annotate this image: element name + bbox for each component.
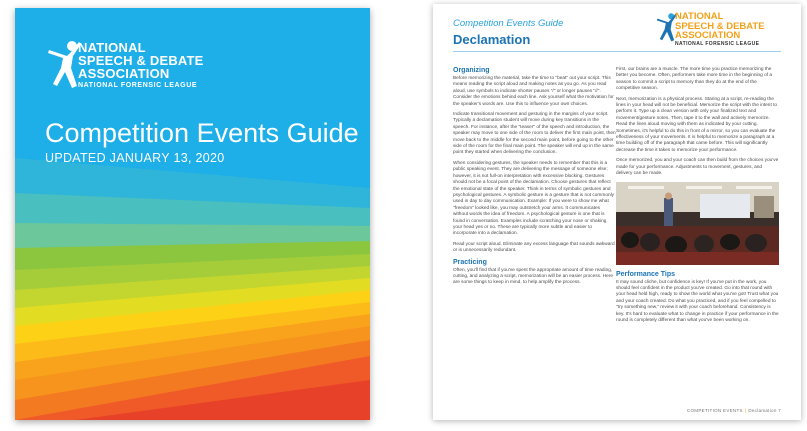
classroom-photo: [616, 182, 779, 265]
heading-performance-tips: Performance Tips: [616, 270, 676, 278]
paragraph: Indicate transitional movement and gesturing in the margins of your script. Typically a declamation student will move during key transitions in the speech. For instance, after the "teaser" of the speech and introduction, the speaker may move to one side of the room to deliver the first main point, then move back to the middle for the second main point, before going to the other side of the room for the final main point. The speaker will end up in the same point they started when delivering the conclusion.: [453, 112, 616, 156]
logo-line-association: ASSOCIATION: [78, 66, 170, 81]
paragraph: Read your script aloud. Eliminate any excess language that sounds awkward or is unnecessarily redundant.: [453, 241, 615, 254]
page-logo-line-association: ASSOCIATION: [675, 30, 741, 41]
guide-cover: [15, 8, 370, 420]
logo-line-speech-debate: SPEECH & DEBATE: [78, 53, 204, 68]
page-logo-line-national: NATIONAL: [675, 11, 724, 22]
footer-section: COMPETITION EVENTS: [686, 408, 743, 413]
page-footer: COMPETITION EVENTS | Declamation 7: [686, 408, 781, 413]
heading-practicing: Practicing: [453, 258, 487, 266]
page-nsda-logo: [655, 10, 795, 50]
logo-line-nfl: NATIONAL FORENSIC LEAGUE: [78, 82, 198, 89]
heading-organizing: Organizing: [453, 67, 490, 74]
page-logo-line-speech-debate: SPEECH & DEBATE: [675, 20, 765, 32]
right-column: [616, 67, 779, 328]
paragraph: When considering gestures, the speaker needs to remember that this is a public speaking event. They are delivering the message of someone else; however, it is not full-on interpretation with excessive blocking. Gestures should not be a focal point of the declamation. Choose gestures that reflect the emotional state of the speaker. Think in terms of symbolic gestures and psychological gestures. A symbolic gesture is a gesture that is not commonly used in day to day communication. Example: If you were to show me what "freedom" looked like, you may outstretch your arms. It communicates without words the idea of freedom. A psychological gesture is one that is found in conversation. Examples include scratching your nose or shaking your head yes or no. These are typically more subtle and easier to incorporate into a declamation.: [453, 160, 615, 237]
logo-line-national: NATIONAL: [78, 40, 146, 55]
cover-title: Competition Events Guide: [45, 118, 359, 148]
page-title: Declamation: [453, 32, 531, 47]
header-divider: [453, 51, 781, 52]
page-logo-line-nfl: NATIONAL FORENSIC LEAGUE: [675, 40, 760, 47]
cover-updated-date: UPDATED JANUARY 13, 2020: [45, 151, 225, 165]
footer-event: Declamation: [748, 408, 777, 413]
page-guide-label: Competition Events Guide: [453, 18, 564, 29]
nsda-logo: [45, 38, 225, 98]
paragraph: It may sound cliche, but confidence is key! If you've put in the work, you should feel confident in the product you've created. Go into that round with your head held high, ready to show the world what you've got! Trust what you and your coach created. Do what you practiced, and if you feel compelled to "try something new," review it with your coach beforehand. Consistency is key. It's hard to evaluate what to change in practice if your performance in the round is completely different than what you've been working on.: [616, 279, 779, 323]
paragraph: Before memorizing the material, take the time to "beat" out your script. This means reading the script aloud and making notes as you go. As you read aloud, use symbols to indicate shorter pauses "/" or longer pauses "//". Consider the emotions behind each line. Ask yourself what the motivation for the speaker's words are. Use this to influence your own choices.: [453, 76, 614, 107]
paragraph: Next, memorization is a physical process. Staring at a script, re-reading the lines in your head will not be beneficial. Memorize the script with the intent to perform it. Type up a clean version with only your finalized text and movement/gesture notes. Then, tape it to the wall and actively memorize. Read the lines aloud moving with them as indicated by your cutting. Sometimes, it's helpful to do this in front of a mirror, so you can evaluate the effectiveness of your movements. It is helpful to memorize a paragraph at a time building off of the paragraph that came before. This will significantly decrease the time it takes to memorize your performance.: [616, 96, 778, 153]
paragraph: Once memorized, you and your coach can then build from the choices you've made for your performance. Adjustments to movement, gestures, and delivery can be made.: [616, 158, 779, 177]
paragraph: First, our brains are a muscle. The more time you practice memorizing the better you become. Often, performers take more time in the beginning of a season to commit a script to memory than they do at the end of the competitive season.: [616, 67, 773, 92]
page-number: 7: [778, 408, 781, 413]
interior-page: [433, 4, 801, 420]
left-column: [453, 67, 616, 291]
paragraph: Often, you'll find that if you've spent the appropriate amount of time reading, cutting, and analyzing a script, memorization will be an easier process. Here are some things to keep in mind, to help amplify the process.: [453, 267, 613, 286]
